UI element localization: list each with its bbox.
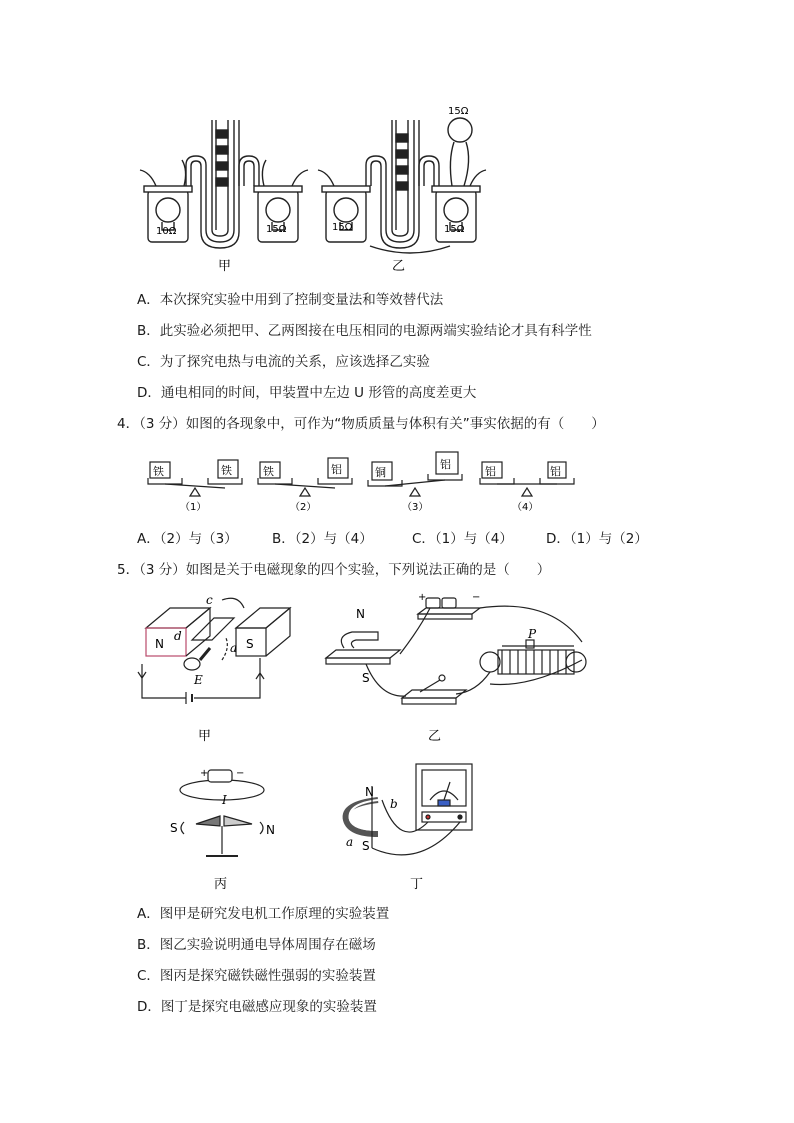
q5-stem: 5．（3 分）如图是关于电磁现象的四个实验，下列说法正确的是（ ） [117,562,551,578]
q3-option-c: C．为了探究电热与电流的关系，应该选择乙实验 [137,354,430,370]
q5-ding-caption: 丁 [410,877,424,892]
q5-ding-a: a [346,835,354,849]
q4-b2-right: 铝 [331,463,342,476]
q5-yi-p: P [528,627,537,641]
q4-b3-left: 铜 [375,466,386,479]
q5-figure-top [130,588,600,748]
q5-option-a: A．图甲是研究发电机工作原理的实验装置 [137,906,390,922]
q4-option-b: B．（2）与（4） [272,531,373,547]
q5-jia-e: E [194,673,203,687]
q3-jia-caption: 甲 [218,259,232,274]
q4-balances-figure [140,448,600,518]
q4-b3-label: （3） [402,502,429,513]
q3-yi-left-res: 15Ω [332,222,353,233]
q5-ding-b: b [390,797,398,811]
q5-jia-n: N [155,637,164,651]
q5-yi-plus: + [418,592,427,603]
q3-yi-top-res: 15Ω [448,106,469,117]
q3-option-a: A．本次探究实验中用到了控制变量法和等效替代法 [137,292,444,308]
q3-yi-right-res: 15Ω [444,224,465,235]
q5-jia-d: d [174,629,182,643]
q5-figure-jia [138,598,290,704]
q5-ding-n: N [365,785,374,799]
q5-jia-c: c [206,593,213,607]
q4-b2-left: 铁 [263,465,274,478]
q5-yi-s: S [362,671,370,685]
q4-b4-label: （4） [512,502,539,513]
q4-b4-left: 铝 [485,465,496,478]
q5-bing-n: N [266,823,275,837]
q3-figure [130,100,510,280]
q5-bing-minus: − [236,768,245,779]
q4-stem: 4．（3 分）如图的各现象中，可作为“物质质量与体积有关”事实依据的有（ ） [117,416,605,432]
q3-option-d: D．通电相同的时间，甲装置中左边 U 形管的高度差更大 [137,385,477,401]
q5-bing-i: I [222,793,227,807]
q5-bing-caption: 丙 [214,877,228,892]
q4-option-c: C．（1）与（4） [412,531,513,547]
q3-jia-left-res: 10Ω [156,226,177,237]
q5-figure-yi [326,598,586,704]
q5-figure-bing [180,770,264,856]
q5-ding-s: S [362,839,370,853]
q3-jia-right-res: 15Ω [266,224,287,235]
q5-yi-minus: − [472,592,481,603]
q5-bing-s: S [170,821,178,835]
q3-yi-caption: 乙 [392,259,406,274]
q5-option-d: D．图丁是探究电磁感应现象的实验装置 [137,999,377,1015]
q5-jia-s: S [246,637,254,651]
q4-b3-right: 铝 [440,458,451,471]
q5-option-c: C．图丙是探究磁铁磁性强弱的实验装置 [137,968,376,984]
q5-bing-plus: + [200,768,209,779]
q4-b1-right: 铁 [221,464,232,477]
q5-yi-n: N [356,607,365,621]
q4-b1-label: （1） [180,502,207,513]
q4-option-a: A．（2）与（3） [137,531,238,547]
q5-jia-a: a [230,641,238,655]
q5-jia-caption: 甲 [198,729,212,744]
q5-option-b: B．图乙实验说明通电导体周围存在磁场 [137,937,376,953]
q4-b2-label: （2） [290,502,317,513]
q4-b1-left: 铁 [153,465,164,478]
q5-figure-bottom [160,760,490,894]
q4-option-d: D．（1）与（2） [546,531,648,547]
q5-yi-caption: 乙 [428,729,442,744]
q3-option-b: B．此实验必须把甲、乙两图接在电压相同的电源两端实验结论才具有科学性 [137,323,592,339]
q4-b4-right: 铝 [550,465,561,478]
